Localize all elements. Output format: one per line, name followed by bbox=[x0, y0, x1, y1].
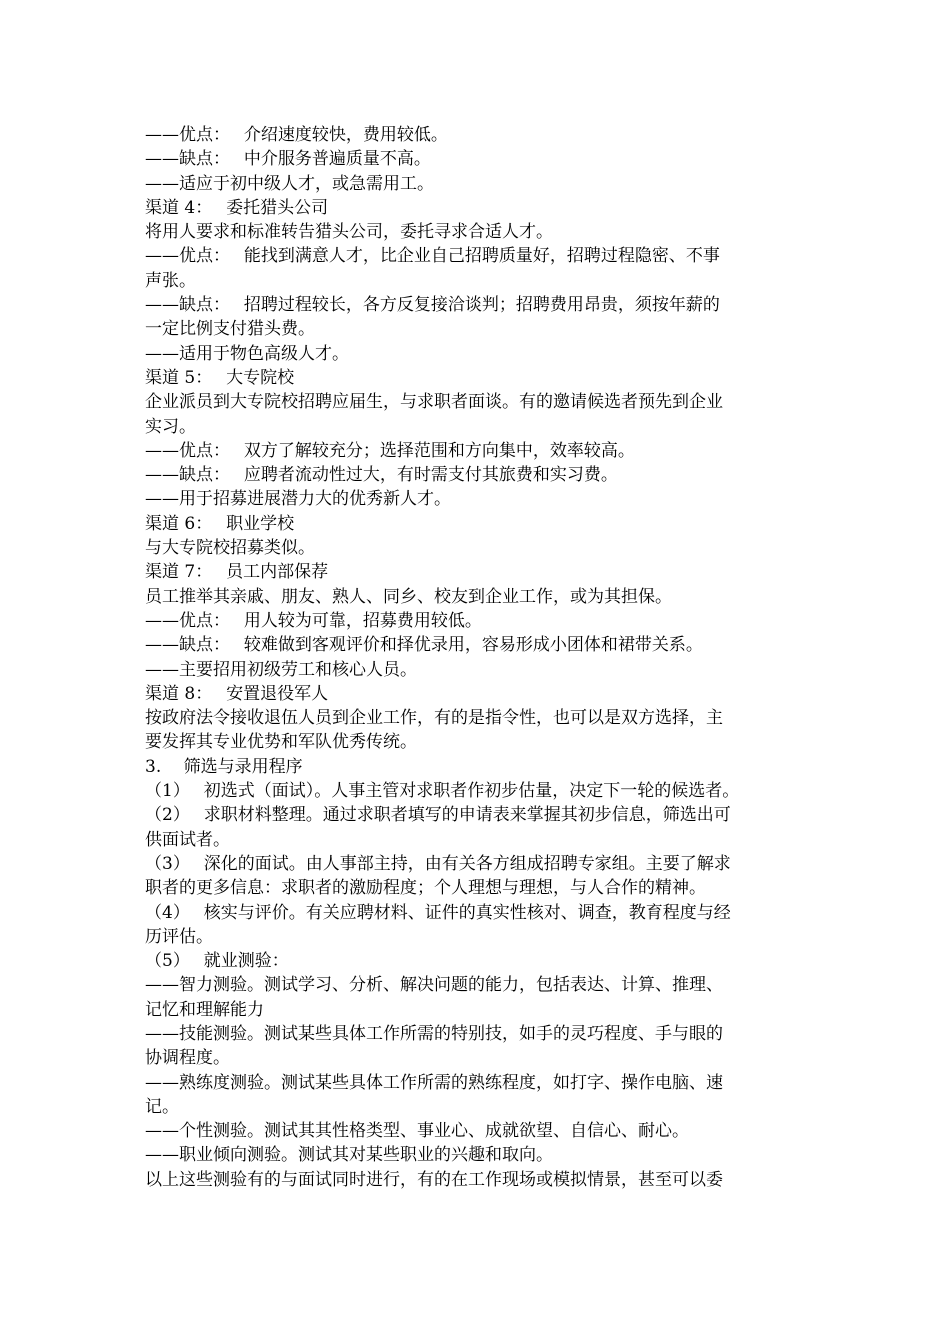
text-line: 员工推举其亲戚、朋友、熟人、同乡、校友到企业工作，或为其担保。 bbox=[145, 586, 672, 607]
text-line: 要发挥其专业优势和军队优秀传统。 bbox=[145, 732, 417, 753]
text-line: ——主要招用初级劳工和核心人员。 bbox=[145, 659, 417, 680]
section-heading: 3. 筛选与录用程序 bbox=[145, 756, 303, 777]
text-line: 供面试者。 bbox=[145, 829, 230, 850]
text-line: （1） 初选式（面试）。人事主管对求职者作初步估量，决定下一轮的候选者。 bbox=[145, 781, 740, 802]
text-line: ——优点： 介绍速度较快，费用较低。 bbox=[145, 125, 448, 145]
section-heading: 渠道 8： 安置退役军人 bbox=[145, 683, 329, 704]
text-line: ——缺点： 较难做到客观评价和择优录用，容易形成小团体和裙带关系。 bbox=[145, 635, 703, 656]
text-line: 将用人要求和标准转告猎头公司，委托寻求合适人才。 bbox=[145, 222, 553, 243]
text-line: ——用于招募进展潜力大的优秀新人才。 bbox=[145, 489, 451, 510]
text-line: 以上这些测验有的与面试同时进行，有的在工作现场或模拟情景，甚至可以委 bbox=[145, 1169, 723, 1190]
text-line: （5） 就业测验： bbox=[145, 951, 289, 972]
section-heading: 渠道 6： 职业学校 bbox=[145, 513, 295, 534]
document-body bbox=[145, 123, 825, 1192]
text-line: 声张。 bbox=[145, 270, 196, 291]
section-heading: 渠道 5： 大专院校 bbox=[145, 367, 295, 388]
text-line: ——缺点： 应聘者流动性过大，有时需支付其旅费和实习费。 bbox=[145, 465, 618, 486]
text-line: 记忆和理解能力 bbox=[145, 999, 264, 1020]
text-line: 按政府法令接收退伍人员到企业工作，有的是指令性，也可以是双方选择，主 bbox=[145, 708, 723, 729]
section-heading: 渠道 7： 员工内部保荐 bbox=[145, 562, 329, 583]
text-line: ——熟练度测验。测试某些具体工作所需的熟练程度，如打字、操作电脑、速 bbox=[145, 1072, 723, 1093]
text-line: ——适应于初中级人才，或急需用工。 bbox=[145, 173, 434, 194]
text-line: 协调程度。 bbox=[145, 1048, 230, 1069]
text-line: ——职业倾向测验。测试其对某些职业的兴趣和取向。 bbox=[145, 1145, 553, 1166]
section-heading: 渠道 4： 委托猎头公司 bbox=[145, 197, 329, 218]
text-line: ——缺点： 招聘过程较长，各方反复接洽谈判；招聘费用昂贵，须按年薪的 bbox=[145, 295, 720, 316]
text-line: ——缺点： 中介服务普遍质量不高。 bbox=[145, 149, 431, 170]
text-line: ——适用于物色高级人才。 bbox=[145, 343, 349, 364]
text-line: （4） 核实与评价。有关应聘材料、证件的真实性核对、调查，教育程度与经 bbox=[145, 902, 731, 923]
text-line: 实习。 bbox=[145, 416, 196, 437]
text-line: ——优点： 能找到满意人才，比企业自己招聘质量好，招聘过程隐密、不事 bbox=[145, 246, 720, 267]
text-line: 记。 bbox=[145, 1096, 179, 1117]
text-line: （2） 求职材料整理。通过求职者填写的申请表来掌握其初步信息，筛选出可 bbox=[145, 805, 731, 826]
text-line: ——技能测验。测试某些具体工作所需的特别技，如手的灵巧程度、手与眼的 bbox=[145, 1023, 723, 1044]
text-line: （3） 深化的面试。由人事部主持，由有关各方组成招聘专家组。主要了解求 bbox=[145, 853, 731, 874]
text-line: 历评估。 bbox=[145, 926, 213, 947]
text-line: ——优点： 双方了解较充分；选择范围和方向集中，效率较高。 bbox=[145, 440, 635, 461]
text-line: 职者的更多信息：求职者的激励程度；个人理想与理想，与人合作的精神。 bbox=[145, 878, 706, 899]
text-line: ——优点： 用人较为可靠，招募费用较低。 bbox=[145, 610, 482, 631]
text-line: ——个性测验。测试其其性格类型、事业心、成就欲望、自信心、耐心。 bbox=[145, 1121, 689, 1142]
text-line: 企业派员到大专院校招聘应届生，与求职者面谈。有的邀请候选者预先到企业 bbox=[145, 392, 723, 413]
text-line: 一定比例支付猎头费。 bbox=[145, 319, 315, 340]
text-line: 与大专院校招募类似。 bbox=[145, 538, 315, 559]
text-line: ——智力测验。测试学习、分析、解决问题的能力，包括表达、计算、推理、 bbox=[145, 975, 723, 996]
